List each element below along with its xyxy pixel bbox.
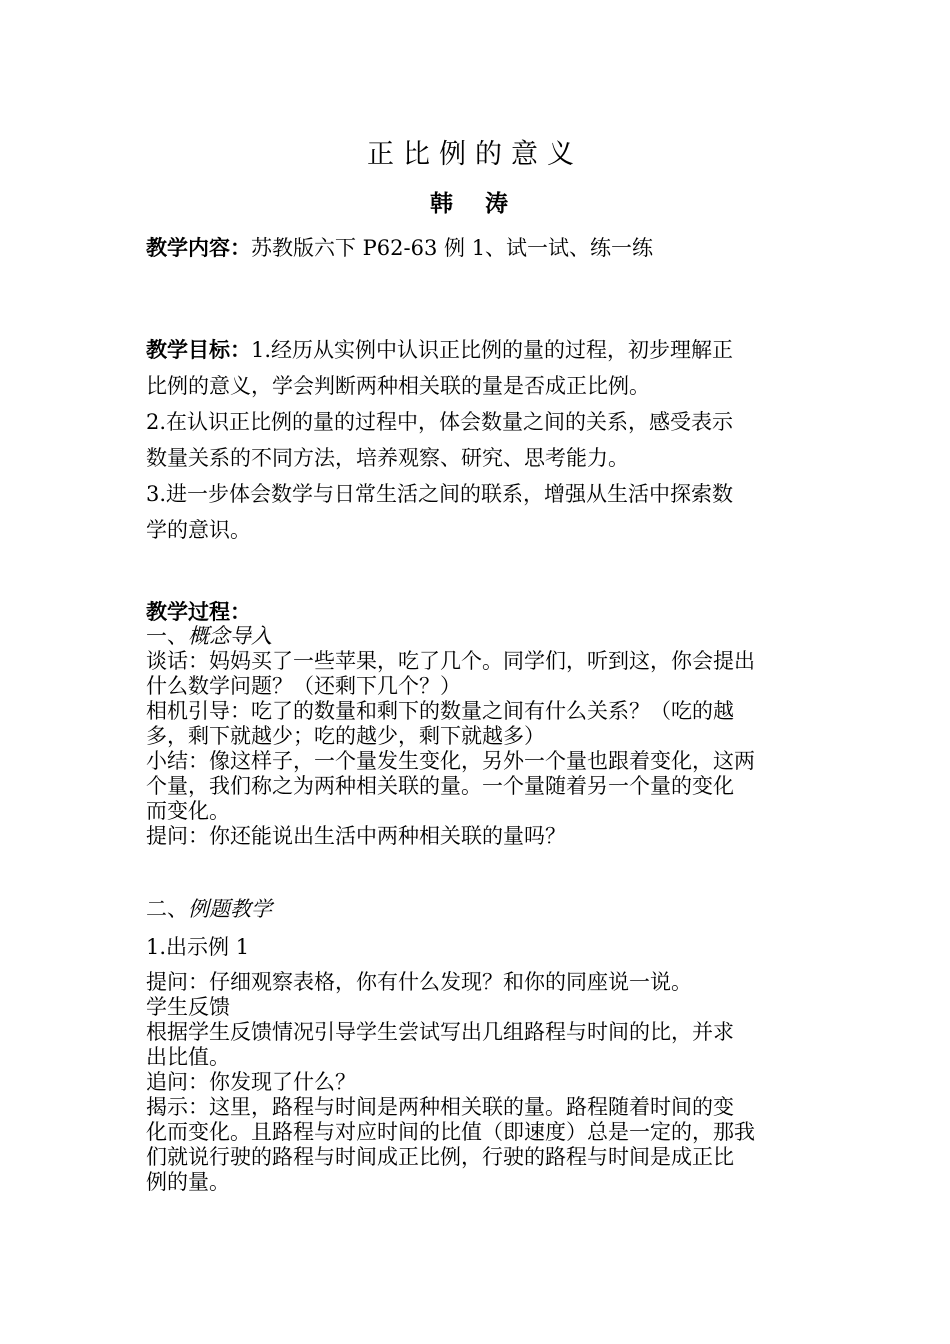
section-1-line: 提问：你还能说出生活中两种相关联的量吗？	[146, 824, 566, 848]
teaching-objectives	[146, 332, 818, 548]
objective-1: 教学目标：1.经历从实例中认识正比例的量的过程，初步理解正	[146, 337, 734, 362]
section-2-line: 揭示：这里，路程与时间是两种相关联的量。路程随着时间的变	[146, 1095, 734, 1119]
objective-2-cont: 数量关系的不同方法，培养观察、研究、思考能力。	[146, 446, 629, 470]
teaching-content-label: 教学内容：	[146, 235, 251, 260]
section-2-line: 们就说行驶的路程与时间成正比例，行驶的路程与时间是成正比	[146, 1145, 734, 1169]
objective-3-cont: 学的意识。	[146, 518, 251, 542]
section-1-line: 而变化。	[146, 799, 230, 823]
objective-2: 2.在认识正比例的量的过程中，体会数量之间的关系，感受表示	[146, 410, 734, 434]
document-title: 正比例的意义	[367, 139, 583, 170]
teaching-content-text: 苏教版六下 P62-63 例 1、试一试、练一练	[251, 236, 654, 260]
objective-3: 3.进一步体会数学与日常生活之间的联系，增强从生活中探索数	[146, 482, 734, 506]
section-2-line: 学生反馈	[146, 995, 230, 1019]
section-1-line: 谈话：妈妈买了一些苹果，吃了几个。同学们，听到这，你会提出	[146, 649, 755, 673]
section-1-line: 个量，我们称之为两种相关联的量。一个量随着另一个量的变化	[146, 774, 734, 798]
objective-1-cont: 比例的意义，学会判断两种相关联的量是否成正比例。	[146, 374, 650, 398]
section-2-line: 追问：你发现了什么？	[146, 1070, 356, 1094]
teaching-content	[146, 230, 818, 266]
section-2-heading: 二、例题教学	[146, 897, 272, 921]
document-author: 韩 涛	[429, 190, 520, 217]
section-1-line: 小结：像这样子，一个量发生变化，另外一个量也跟着变化，这两	[146, 749, 755, 773]
section-2-line: 根据学生反馈情况引导学生尝试写出几组路程与时间的比，并求	[146, 1020, 734, 1044]
section-2-line: 提问：仔细观察表格，你有什么发现？和你的同座说一说。	[146, 970, 692, 994]
section-2-body	[146, 970, 818, 1195]
section-2-line: 例的量。	[146, 1170, 230, 1194]
teaching-process	[146, 599, 818, 849]
section-1-line: 相机引导：吃了的数量和剩下的数量之间有什么关系？（吃的越	[146, 699, 734, 723]
section-1-line: 多，剩下就越少；吃的越少，剩下就越多）	[146, 724, 545, 748]
teaching-process-label: 教学过程：	[146, 599, 251, 624]
teaching-objectives-label: 教学目标：	[146, 337, 251, 362]
section-1-heading: 一、概念导入	[146, 624, 272, 648]
section-2-line: 出比值。	[146, 1045, 230, 1069]
section-2-line: 化而变化。且路程与对应时间的比值（即速度）总是一定的，那我	[146, 1120, 755, 1144]
example-1-heading: 1.出示例 1	[146, 935, 250, 959]
section-1-line: 什么数学问题？（还剩下几个？）	[146, 674, 461, 698]
